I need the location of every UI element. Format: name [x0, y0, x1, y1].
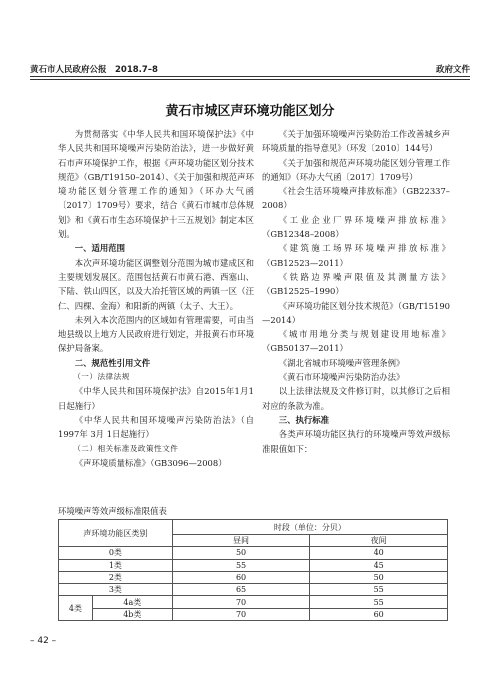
column-header-night: 夜间	[310, 535, 448, 547]
table-row	[59, 547, 448, 559]
day-limit-cell: 55	[172, 559, 310, 571]
paragraph: 《声环境质量标准》（GB3096—2008）	[74, 457, 227, 468]
night-limit-cell: 60	[310, 608, 448, 620]
table-row	[59, 608, 448, 620]
header-rule-thin	[30, 79, 470, 80]
right-column	[262, 127, 450, 456]
left-column	[58, 127, 254, 470]
group-class-cell: 4类	[59, 596, 93, 621]
noise-limit-table	[58, 519, 448, 621]
day-limit-cell: 60	[172, 571, 310, 583]
paragraph: 各类声环境功能区执行的环境噪声等效声级标准限值如下：	[262, 429, 450, 454]
paragraph: 《关于加强和规范声环境功能区划分管理工作的通知》（环办大气函〔2017〕1709号）	[262, 157, 450, 182]
page-header	[30, 60, 470, 76]
section-heading: 一、适用范围	[74, 243, 126, 254]
paragraph: 以上法律法规及文件修订时，以其修订之后相对应的条款为准。	[262, 386, 450, 411]
class-cell: 3类	[59, 584, 173, 596]
column-header-day: 昼间	[172, 535, 310, 547]
table-row	[59, 571, 448, 583]
paragraph: 《铁路边界噪声限值及其测量方法》（GB12525–1990）	[262, 271, 450, 297]
night-limit-cell: 55	[310, 584, 448, 596]
column-header-period: 时段（单位：分贝）	[172, 520, 447, 535]
paragraph: 《工业企业厂界环境噪声排放标准》（GB12348–2008）	[262, 214, 450, 240]
section-heading: 二、规范性引用文件	[74, 357, 151, 368]
paragraph: 《社会生活环境噪声排放标准》（GB22337–2008）	[262, 186, 450, 211]
header-publication: 黄石市人民政府公报 2018.7–8	[30, 65, 158, 75]
night-limit-cell: 55	[310, 596, 448, 608]
section-heading: 三、执行标准	[278, 414, 330, 425]
table-row	[59, 596, 448, 608]
paragraph: 本次声环境功能区调整划分范围为城市建成区和主要规划发展区。范围包括黄石市黄石港、西塞山、下陆、铁山四区，以及大冶托管区域的两镇一区（汪仁、四棵、金海）和阳新的两镇（太子、大王）。	[58, 257, 254, 311]
table-row	[59, 559, 448, 571]
day-limit-cell: 70	[172, 608, 310, 620]
class-cell: 0类	[59, 547, 173, 559]
night-limit-cell: 45	[310, 559, 448, 571]
paragraph: 《中华人民共和国环境噪声污染防治法》（自 1997年 3月 1日起施行）	[58, 414, 254, 440]
class-cell: 2类	[59, 571, 173, 583]
paragraph: 《声环境功能区划分技术规范》（GB/T15190—2014）	[262, 300, 450, 325]
paragraph: 《关于加强环境噪声污染防治工作改善城乡声环境质量的指导意见》（环发〔2010〕144号）	[262, 129, 450, 154]
subsection-heading: （二）相关标准及政策性文件	[73, 443, 179, 453]
paragraph: 未列入本次范围内的区域如有管理需要，可由当地县级以上地方人民政府进行划定，并报黄石市环境保护局备案。	[58, 314, 254, 354]
class-cell: 1类	[59, 559, 173, 571]
page-number: – 42 –	[30, 636, 57, 646]
day-limit-cell: 70	[172, 596, 310, 608]
table-caption: 环境噪声等效声级标准限值表	[58, 506, 167, 516]
page-title: 黄石市城区声环境功能区划分	[165, 104, 335, 119]
column-header-class: 声环境功能区类别	[59, 520, 173, 547]
night-limit-cell: 40	[310, 547, 448, 559]
subsection-heading: （一）法律法规	[73, 372, 130, 382]
header-rule	[30, 76, 470, 77]
paragraph: 《黄石市环境噪声污染防治办法》	[278, 372, 405, 383]
table-row	[59, 584, 448, 596]
paragraph: 《中华人民共和国环境保护法》自2015年1月1日起施行）	[58, 386, 254, 411]
night-limit-cell: 50	[310, 571, 448, 583]
day-limit-cell: 50	[172, 547, 310, 559]
subclass-cell: 4a类	[92, 596, 172, 608]
subclass-cell: 4b类	[92, 608, 172, 620]
paragraph: 《建筑施工场界环境噪声排放标准》（GB12523—2011）	[262, 243, 450, 268]
day-limit-cell: 65	[172, 584, 310, 596]
paragraph: 为贯彻落实《中华人民共和国环境保护法》《中华人民共和国环境噪声污染防治法》，进一步做好黄石市声环境保护工作，根据《声环境功能区划分技术规范》（GB/T19150–2014）、《关于加强和规范声环境功能区划分管理工作的通知》（环办大气函〔2017〕1709号）要求，结合《黄石市城市总体规划》和《黄石市生态环境保护十三五规划》制定本区划。	[58, 129, 254, 240]
paragraph: 《城市用地分类与规划建设用地标准》（GB50137—2011）	[262, 329, 450, 354]
header-section: 政府文件	[435, 65, 470, 75]
paragraph: 《湖北省城市环境噪声管理条例》	[278, 357, 405, 368]
